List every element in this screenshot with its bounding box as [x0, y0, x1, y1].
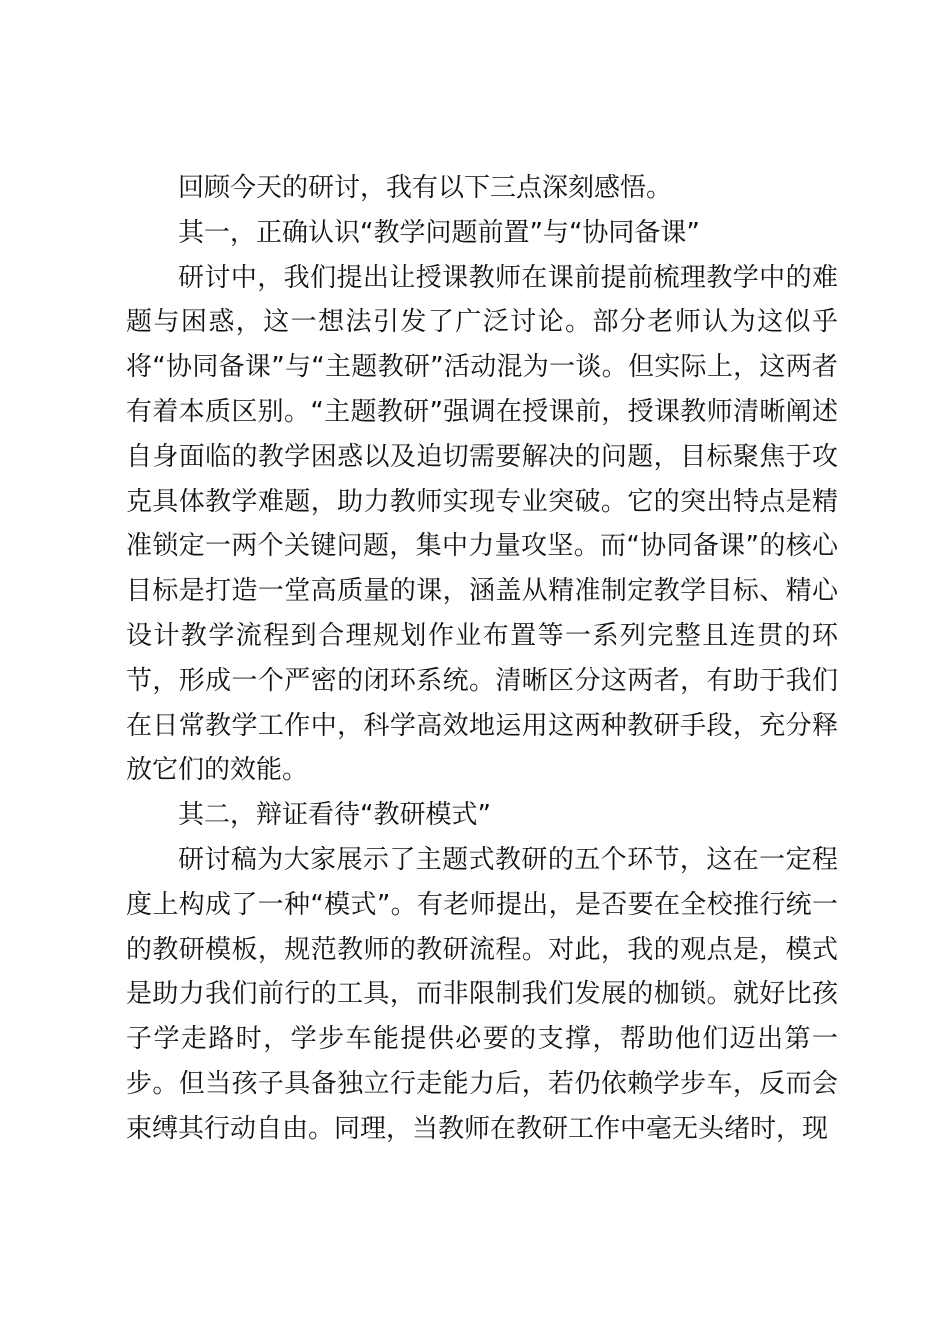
section-heading-2: 其二，辩证看待“教研模式”: [178, 800, 491, 831]
intro-paragraph: 回顾今天的研讨，我有以下三点深刻感悟。: [178, 173, 673, 203]
section-1-paragraph: 研讨中，我们提出让授课教师在课前提前梳理教学中的难题与困惑，这一想法引发了广泛讨论。部分老师认为这似乎将“协同备课”与“主题教研”活动混为一谈。但实际上，这两者有着本质区别。“主题教研”强调在授课前，授课教师清晰阐述自身面临的教学困惑以及迫切需要解决的问题，目标聚焦于攻克具体教学难题，助力教师实现专业突破。它的突出特点是精准锁定一两个关键问题，集中力量攻坚。而“协同备课”的核心目标是打造一堂高质量的课，涵盖从精准制定教学目标、精心设计教学流程到合理规划作业布置等一系列完整且连贯的环节，形成一个严密的闭环系统。清晰区分这两者，有助于我们在日常教学工作中，科学高效地运用这两种教研手段，充分释放它们的效能。: [126, 262, 838, 786]
section-heading-1: 其一，正确认识“教学问题前置”与“协同备课”: [178, 217, 700, 248]
section-2-paragraph: 研讨稿为大家展示了主题式教研的五个环节，这在一定程度上构成了一种“模式”。有老师提出，是否要在全校推行统一的教研模板，规范教师的教研流程。对此，我的观点是，模式是助力我们前行的工具，而非限制我们发展的枷锁。就好比孩子学走路时，学步车能提供必要的支撑，帮助他们迈出第一步。但当孩子具备独立行走能力后，若仍依赖学步车，反而会束缚其行动自由。同理，当教师在教研工作中毫无头绪时，现: [126, 844, 838, 1144]
document-body: [126, 166, 838, 1152]
